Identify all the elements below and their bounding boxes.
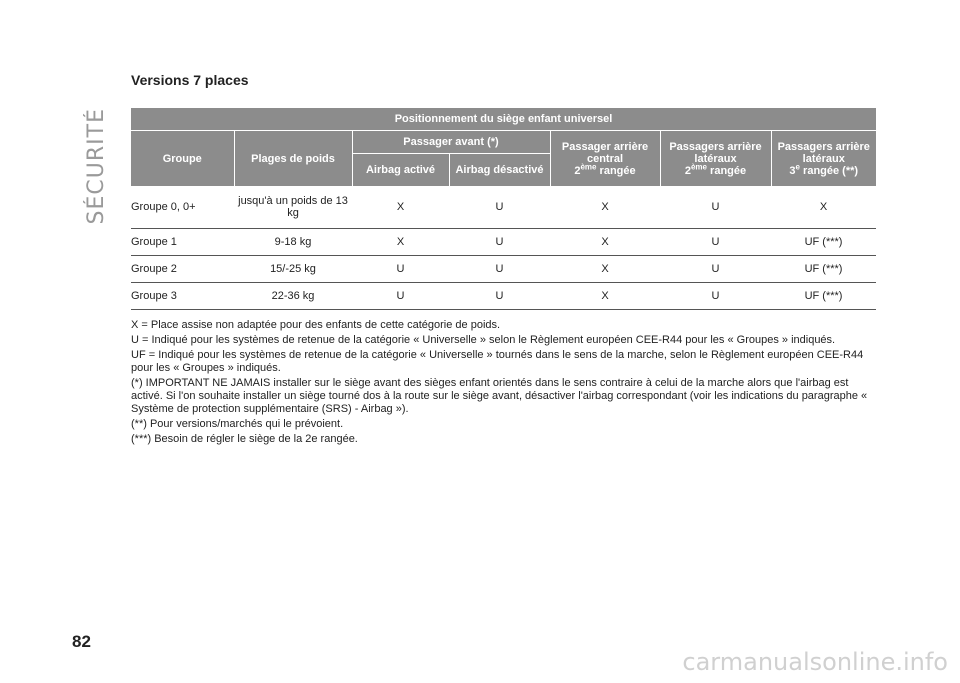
cell-poids: jusqu'à un poids de 13 kg [234, 186, 352, 229]
cell-3e-rangee: UF (***) [771, 229, 876, 256]
cell-airbag-active: U [352, 256, 449, 283]
header-lateraux-rangee: rangée [707, 164, 747, 177]
cell-poids: 9-18 kg [234, 229, 352, 256]
header-passagers-3e-rangee [771, 131, 876, 187]
note-x: X = Place assise non adaptée pour des enfants de cette catégorie de poids. [131, 319, 501, 331]
table-notes [131, 319, 876, 448]
section-side-title: SÉCURITÉ [84, 108, 109, 225]
cell-central: X [550, 256, 660, 283]
header-lateraux-row-num: 2 [684, 164, 691, 177]
header-lateraux-text: Passagers arrière latéraux [669, 140, 762, 165]
header-lateraux-sup: ème [690, 161, 707, 171]
cell-lateraux: U [660, 186, 771, 229]
header-central-text: Passager arrière central [561, 140, 649, 165]
cell-airbag-desactive: U [449, 283, 550, 310]
cell-poids: 15/-25 kg [234, 256, 352, 283]
cell-airbag-active: X [352, 229, 449, 256]
note-versions: (**) Pour versions/marchés qui le prévoient. [131, 418, 344, 430]
page-number: 82 [72, 632, 91, 651]
table-row [131, 283, 876, 310]
cell-3e-rangee: UF (***) [771, 256, 876, 283]
cell-lateraux: U [660, 256, 771, 283]
child-seat-positioning-table [131, 108, 876, 310]
header-3e-sup: e [795, 161, 800, 171]
cell-groupe: Groupe 1 [131, 229, 234, 256]
header-groupe: Groupe [131, 131, 234, 187]
table-row [131, 186, 876, 229]
section-title: Versions 7 places [131, 72, 249, 88]
cell-airbag-desactive: U [449, 256, 550, 283]
cell-airbag-desactive: U [449, 186, 550, 229]
cell-poids: 22-36 kg [234, 283, 352, 310]
child-seat-table-container [131, 108, 876, 310]
note-uf: UF = Indiqué pour les systèmes de retenue de la catégorie « Universelle » tournés dans le sens de la marche, selon le Règlement européen CEE-R44 pour les « Groupes » indiqués. [131, 349, 864, 374]
note-important: (*) IMPORTANT NE JAMAIS installer sur le siège avant des sièges enfant orientés dans le sens contraire à celui de la marche alors que l'airbag est activé. Si l'on souhaite installer un siège tourné dos à la route sur le siège avant, désactiver l'airbag correspondant (voir les indications du paragraphe « Système de protection supplémentaire (SRS) - Airbag »). [131, 377, 868, 415]
table-body [131, 186, 876, 310]
note-reglage: (***) Besoin de régler le siège de la 2e rangée. [131, 433, 358, 445]
cell-lateraux: U [660, 229, 771, 256]
table-row [131, 256, 876, 283]
cell-groupe: Groupe 0, 0+ [131, 186, 234, 229]
main-header: Positionnement du siège enfant universel [131, 108, 876, 131]
header-plages-poids: Plages de poids [234, 131, 352, 187]
header-central-rangee: rangée [596, 164, 636, 177]
cell-groupe: Groupe 2 [131, 256, 234, 283]
header-passager-avant: Passager avant (*) [352, 131, 550, 154]
watermark-text: carmanualsonline.info [682, 648, 948, 676]
cell-central: X [550, 186, 660, 229]
header-passager-central [550, 131, 660, 187]
cell-lateraux: U [660, 283, 771, 310]
note-u: U = Indiqué pour les systèmes de retenue de la catégorie « Universelle » selon le Règlement européen CEE-R44 pour les « Groupes » indiqués. [131, 334, 836, 346]
header-airbag-active: Airbag activé [352, 154, 449, 187]
cell-airbag-active: X [352, 186, 449, 229]
header-passagers-lateraux [660, 131, 771, 187]
header-3e-text: Passagers arrière latéraux [777, 140, 870, 165]
cell-3e-rangee: UF (***) [771, 283, 876, 310]
cell-central: X [550, 229, 660, 256]
header-airbag-desactive: Airbag désactivé [449, 154, 550, 187]
cell-groupe: Groupe 3 [131, 283, 234, 310]
cell-3e-rangee: X [771, 186, 876, 229]
header-3e-rangee: rangée (**) [800, 164, 859, 177]
header-3e-row-num: 3 [789, 164, 796, 177]
header-central-row-num: 2 [574, 164, 581, 177]
header-central-sup: ème [580, 161, 597, 171]
cell-airbag-active: U [352, 283, 449, 310]
table-row [131, 229, 876, 256]
cell-central: X [550, 283, 660, 310]
cell-airbag-desactive: U [449, 229, 550, 256]
